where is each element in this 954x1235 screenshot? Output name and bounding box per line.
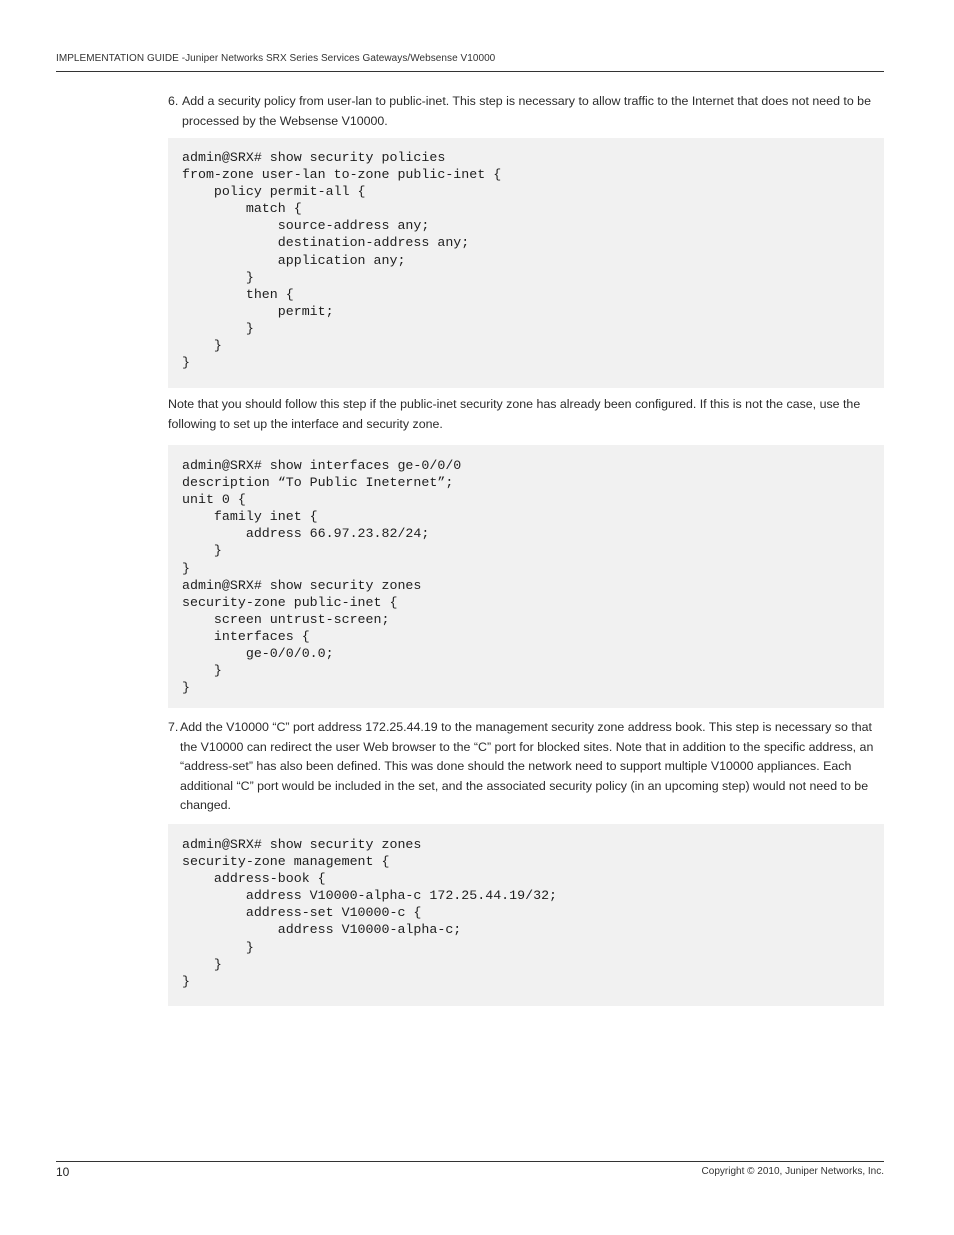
- step-6-text: Add a security policy from user-lan to public-inet. This step is necessary to allow traffic to the Internet that does not need to be processed by the Websense V10000.: [182, 94, 871, 128]
- code-block-security-policies: admin@SRX# show security policies from-zone user-lan to-zone public-inet { policy permit-all { match { source-address any; destination-address any; application any; } then { permit; } } }: [168, 138, 884, 388]
- step-6: [168, 92, 884, 131]
- code-block-interfaces-zones: admin@SRX# show interfaces ge-0/0/0 description “To Public Ineternet”; unit 0 { family inet { address 66.97.23.82/24; } } admin@SRX# show security zones security-zone public-inet { screen untrust-screen; interfaces { ge-0/0/0.0; } }: [168, 445, 884, 708]
- note-paragraph: Note that you should follow this step if the public-inet security zone has already been configured. If this is not the case, use the following to set up the interface and security zone.: [168, 397, 861, 431]
- footer-divider: [56, 1161, 884, 1162]
- running-header: IMPLEMENTATION GUIDE -Juniper Networks SRX Series Services Gateways/Websense V10000: [56, 53, 496, 64]
- step-7: [168, 718, 884, 816]
- copyright-notice: Copyright © 2010, Juniper Networks, Inc.: [701, 1166, 884, 1177]
- step-7-text: Add the V10000 “C” port address 172.25.44.19 to the management security zone address book. This step is necessary so that the V10000 can redirect the user Web browser to the “C” port for blocked sites. Note that in addition to the specific address, an “address-set” has also been defined. This was done should the network need to support multiple V10000 appliances. Each additional “C” port would be included in the set, and the associated security policy (in an upcoming step) would not need to be changed.: [180, 720, 874, 813]
- page-number: 10: [56, 1165, 70, 1179]
- header-divider: [56, 71, 884, 72]
- step-7-number: 7.: [168, 720, 179, 734]
- code-block-management-zone: admin@SRX# show security zones security-zone management { address-book { address V10000-alpha-c 172.25.44.19/32; address-set V10000-c { address V10000-alpha-c; } } }: [168, 824, 884, 1006]
- step-6-number: 6.: [168, 94, 179, 108]
